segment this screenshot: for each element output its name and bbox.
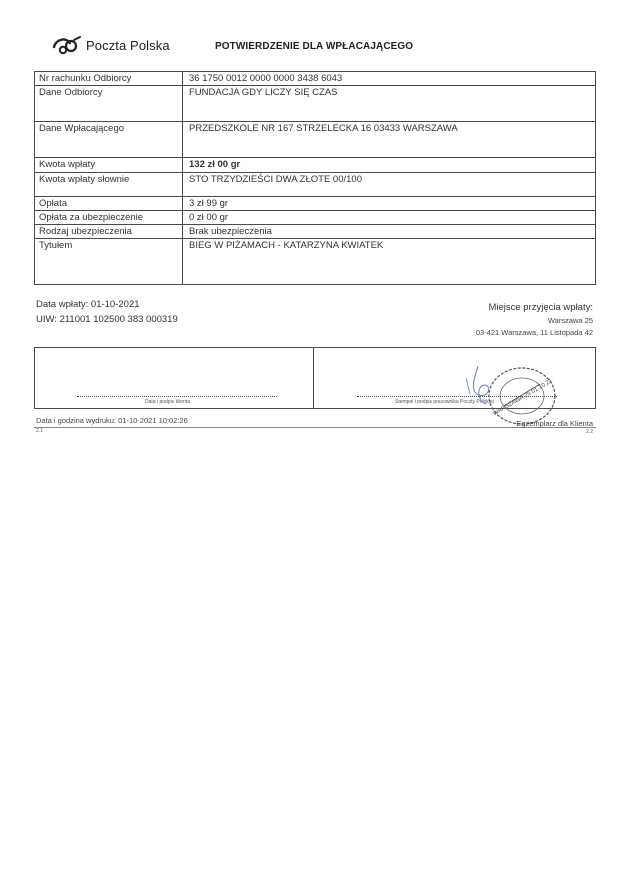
account-number-value: 36 1750 0012 0000 0000 3438 6043: [183, 72, 596, 86]
insurance-type-label: Rodzaj ubezpieczenia: [35, 225, 183, 239]
poczta-polska-logo: [52, 35, 170, 55]
copy-label: Egzemplarz dla Klienta: [516, 419, 593, 428]
table-row: [35, 86, 596, 122]
amount-words-value: STO TRZYDZIEŚCI DWA ZŁOTE 00/100: [183, 173, 596, 197]
payer-label: Dane Wpłacającego: [35, 122, 183, 158]
table-row: [35, 211, 596, 225]
table-row: [35, 158, 596, 173]
footer-right-code: 2.2: [586, 429, 593, 435]
brand-name: Poczta Polska: [86, 37, 170, 53]
uiw-number: UIW: 211001 102500 383 000319: [36, 314, 178, 325]
table-row: [35, 197, 596, 211]
title-value: BIEG W PIŻAMACH - KATARZYNA KWIATEK: [183, 239, 596, 285]
client-signature-line: [77, 396, 277, 397]
payment-details-table: [34, 71, 596, 285]
payer-value: PRZEDSZKOLE NR 167 STRZELECKA 16 03433 WARSZAWA: [183, 122, 596, 158]
fee-label: Opłata: [35, 197, 183, 211]
amount-value: 132 zł 00 gr: [183, 158, 596, 173]
fee-value: 3 zł 99 gr: [183, 197, 596, 211]
table-row: [35, 225, 596, 239]
amount-label: Kwota wpłaty: [35, 158, 183, 173]
signature-divider: [313, 348, 314, 408]
table-row: [35, 173, 596, 197]
clerk-signature-caption: Stempel i podpis pracownika Poczty Polskiej: [395, 399, 494, 405]
recipient-value: FUNDACJA GDY LICZY SIĘ CZAS: [183, 86, 596, 122]
stamp-text: WARSZAWA 25 01.10.21: [492, 378, 554, 418]
recipient-label: Dane Odbiorcy: [35, 86, 183, 122]
acceptance-place-label: Miejsce przyjęcia wpłaty:: [488, 302, 593, 313]
insurance-type-value: Brak ubezpieczenia: [183, 225, 596, 239]
post-office-name: Warszawa 25: [547, 316, 593, 325]
amount-words-label: Kwota wpłaty słownie: [35, 173, 183, 197]
footer-left-code: 2.1: [36, 428, 43, 434]
insurance-fee-value: 0 zł 00 gr: [183, 211, 596, 225]
account-number-label: Nr rachunku Odbiorcy: [35, 72, 183, 86]
post-horn-icon: [52, 35, 82, 55]
table-row: [35, 122, 596, 158]
insurance-fee-label: Opłata za ubezpieczenie: [35, 211, 183, 225]
print-timestamp: Data i godzina wydruku: 01-10-2021 10:02:26: [36, 416, 188, 425]
title-label: Tytułem: [35, 239, 183, 285]
table-row: [35, 72, 596, 86]
document-title: POTWIERDZENIE DLA WPŁACAJĄCEGO: [215, 41, 414, 52]
post-office-address: 03-421 Warszawa, 11 Listopada 42: [475, 328, 593, 337]
footer-divider: [34, 427, 596, 428]
table-row: [35, 239, 596, 285]
client-signature-caption: Data i podpis klienta: [145, 399, 191, 405]
payment-date: Data wpłaty: 01-10-2021: [36, 299, 140, 310]
